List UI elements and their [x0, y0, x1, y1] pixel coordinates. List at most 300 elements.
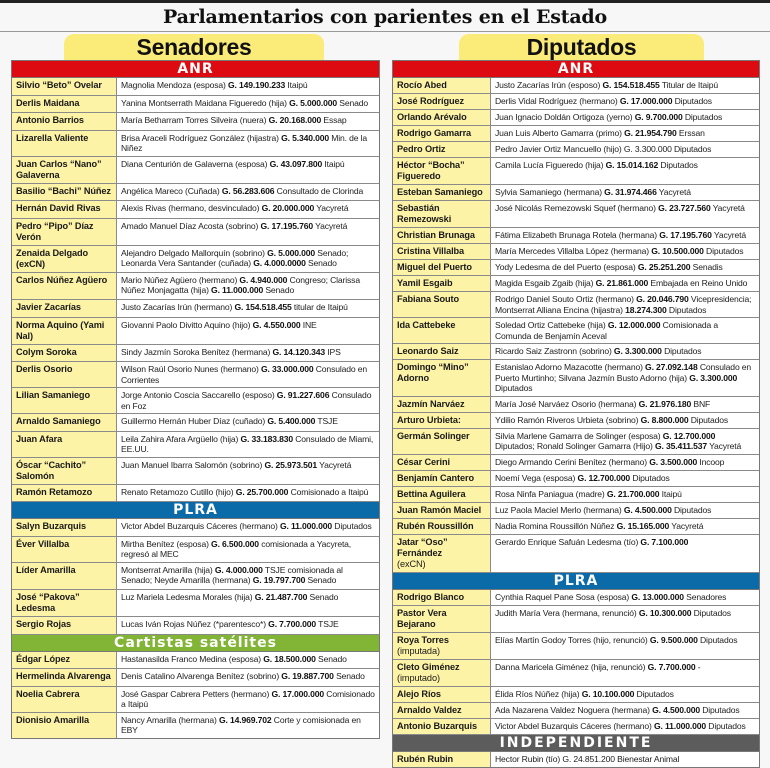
relative-name: Giovanni Paolo Divitto Aquino (hijo) [121, 319, 251, 330]
table-row [393, 455, 759, 471]
relative-detail [491, 752, 759, 768]
salary: G. 12.000.000 [607, 320, 661, 330]
relative-detail [117, 96, 379, 113]
legislator-name [393, 360, 491, 396]
relative-name: María Mercedes Villalba López (hermana) [495, 246, 650, 256]
relative-name: Renato Retamozo Cutillo (hijo) [121, 486, 234, 497]
relative-detail [491, 397, 759, 412]
relative-detail [117, 157, 379, 183]
relative-detail [491, 471, 759, 486]
salary: G. 5.400.000 [267, 416, 316, 427]
legislator-name-text: Juan Carlos “Nano” Galaverna [16, 158, 102, 180]
institution: Diputados [664, 346, 702, 356]
legislator-name-text: Pedro “Pipo” Díaz Verón [16, 220, 94, 242]
legislator-name [393, 606, 491, 632]
institution: Diputados [700, 634, 738, 645]
table-row [12, 318, 379, 345]
legislator-name [393, 142, 491, 157]
salary: G. 4.940.000 [239, 274, 288, 285]
legislator-name [393, 455, 491, 470]
legislator-name [12, 563, 117, 589]
institution-2: Senado [307, 575, 337, 586]
salary: G. 6.500.000 [211, 538, 259, 549]
legislator-name-text: César Cerini [397, 456, 450, 467]
relative-detail [491, 503, 759, 518]
relative-name: Hastanasilda Franco Medina (esposa) [121, 653, 261, 664]
relative-detail [491, 126, 759, 141]
relative-name: Guillermo Hernán Huber Díaz (cuñado) [121, 416, 266, 427]
table-row [12, 713, 379, 738]
relative-name: Sindy Jazmín Soroka Benítez (hermana) [121, 346, 271, 357]
salary: G. 17.195.760 [659, 230, 712, 240]
salary: G. 154.518.455 [234, 301, 292, 312]
legislator-name-text: Lizarella Valiente [16, 132, 89, 143]
salary: G. 10.500.000 [651, 246, 704, 256]
salary: G. 21.487.700 [254, 591, 308, 602]
legislator-name-text: Arnaldo Samaniego [16, 416, 101, 427]
relative-detail [491, 633, 759, 659]
relative-detail [491, 455, 759, 470]
salary: G. 5.000.000 [289, 97, 337, 108]
relative-name: Pedro Javier Ortiz Mancuello (hijo) [495, 144, 622, 154]
legislator-name [12, 458, 117, 484]
relative-name: Silvia Marlene Gamarra de Solinger (esposa) [495, 430, 661, 441]
relative-detail [491, 78, 759, 93]
legislator-name [393, 344, 491, 359]
table-row [12, 345, 379, 363]
table-row [12, 617, 379, 635]
institution: Itaipú [324, 158, 345, 169]
salary: G. 4.500.000 [623, 504, 672, 515]
relative-name: Angélica Mareco (Cuñada) [121, 185, 220, 196]
legislator-name-text: Arnaldo Valdez [397, 704, 462, 715]
legislator-name-text: Ramón Retamozo [16, 486, 93, 497]
legislator-name [12, 318, 117, 344]
salary: G. 10.300.000 [638, 607, 692, 618]
relative-detail [117, 669, 379, 686]
table-row [393, 413, 759, 429]
legislator-name [393, 276, 491, 291]
institution: Bienestar Animal [617, 753, 680, 764]
relative-detail [491, 344, 759, 359]
relative-name: María Betharram Torres Silveira (nuera) [121, 115, 267, 126]
legislator-name [393, 633, 491, 659]
salary: G. 19.887.700 [281, 671, 334, 682]
salary-2: G. 35.411.537 [654, 441, 707, 451]
salary-2: G. 19.797.700 [252, 575, 306, 586]
institution: Diputados [334, 521, 372, 532]
table-row [393, 158, 759, 185]
institution: titular de Itaipú [293, 301, 348, 312]
salary: G. 10.100.000 [581, 688, 635, 699]
relative-name: Cynthia Raquel Pane Sosa (esposa) [495, 591, 630, 602]
legislator-name [12, 652, 117, 669]
relative-detail [117, 713, 379, 738]
relative-detail [491, 228, 759, 243]
relative-detail [491, 185, 759, 200]
relative-detail [117, 590, 379, 616]
diputados-heading: Diputados [459, 34, 704, 60]
legislator-name [393, 158, 491, 184]
salary: G. 11.000.000 [653, 720, 707, 731]
table-row [12, 687, 379, 713]
institution: Corte y comisionada en EBY [121, 714, 361, 736]
table-row [12, 246, 379, 273]
legislator-name [393, 78, 491, 93]
relative-name: Rosa Ninfa Paniagua (madre) [495, 488, 605, 499]
table-row [393, 397, 759, 413]
institution: Erssan [678, 128, 705, 138]
table-row [393, 590, 759, 606]
table-row [393, 94, 759, 110]
relative-name: Juan Ignacio Doldán Ortigoza (yerno) [495, 112, 633, 122]
salary: G. 43.097.800 [269, 158, 323, 169]
legislator-name [393, 719, 491, 734]
salary: G. 21.976.180 [638, 398, 692, 409]
legislator-name [12, 617, 117, 634]
relative-detail [491, 429, 759, 454]
relative-name: Magnolia Mendoza (esposa) [121, 80, 226, 90]
relative-detail [117, 113, 379, 130]
legislator-name [12, 432, 117, 457]
relative-detail [117, 131, 379, 156]
table-row [393, 244, 759, 260]
legislator-name-text: Carlos Núñez Agüero [16, 274, 108, 285]
legislator-name-text: Yamil Esgaib [397, 278, 453, 288]
relative-name: Magida Esgaib Zgaib (hija) [495, 278, 594, 288]
salary: G. 15.165.000 [616, 520, 670, 531]
relative-name: Justo Zacarías Irún (hermano) [121, 301, 233, 312]
legislator-name [393, 471, 491, 486]
legislator-name [12, 362, 117, 387]
institution: Diputados [702, 704, 740, 715]
institution: Diputados [708, 720, 746, 731]
relative-detail [117, 519, 379, 536]
relative-name: María José Narváez Osorio (hermana) [495, 398, 637, 409]
party-band-sat: Cartistas satélites [12, 635, 379, 652]
relative-name: Wilson Raúl Osorio Nunes (hermano) [121, 364, 259, 375]
salary: G. 8.800.000 [640, 414, 689, 425]
legislator-name [393, 292, 491, 317]
legislator-name [12, 131, 117, 156]
salary: G. 25.700.000 [235, 486, 289, 497]
legislator-name-text: Miguel del Puerto [397, 262, 472, 272]
relative-detail [491, 487, 759, 502]
institution-2: Senado [265, 285, 295, 296]
institution-2: Diputados [495, 383, 533, 393]
legislator-name-text: Fabiana Souto [397, 294, 459, 304]
institution: Senado [309, 591, 339, 602]
table-row [12, 669, 379, 687]
legislator-name-text: Óscar “Cachito” Salomón [16, 459, 86, 481]
legislator-name [12, 273, 117, 299]
relative-name: Alexis Rivas (hermano, desvinculado) [121, 203, 260, 214]
legislator-name [12, 388, 117, 413]
legislator-note: (exCN) [397, 558, 426, 569]
salary: G. 20.046.790 [636, 294, 689, 304]
legislator-name-text: Salyn Buzarquis [16, 521, 86, 532]
institution: Consulado en Corrientes [121, 364, 367, 385]
relative-detail [117, 388, 379, 413]
legislator-name-text: Éver Villalba [16, 538, 70, 549]
legislator-name [393, 752, 491, 768]
diputados-table [392, 60, 760, 768]
legislator-name [12, 113, 117, 130]
relative-detail [491, 158, 759, 184]
salary: G. 91.227.606 [276, 390, 330, 401]
relative-detail [491, 590, 759, 605]
legislator-name [12, 345, 117, 362]
legislator-name-text: Derlis Osorio [16, 364, 73, 375]
table-row [393, 660, 759, 687]
legislator-name [12, 157, 117, 183]
party-band-plra: PLRA [12, 502, 379, 519]
table-row [12, 519, 379, 537]
table-row [393, 719, 759, 735]
table-row [12, 362, 379, 388]
institution: Consulado de Miami, EE.UU. [121, 433, 374, 455]
table-row [393, 752, 759, 768]
institution: Yacyretá [316, 203, 349, 214]
institution: Yacyretá [315, 220, 348, 231]
relative-detail [491, 318, 759, 343]
table-row [12, 485, 379, 503]
legislator-name-text: Líder Amarilla [16, 564, 76, 575]
salary: G. 9.500.000 [649, 634, 698, 645]
legislator-name [12, 687, 117, 712]
salary: G. 21.700.000 [606, 488, 660, 499]
legislator-name [393, 519, 491, 534]
legislator-name-text: Domingo “Mino” Adorno [397, 362, 469, 383]
legislator-name [393, 126, 491, 141]
relative-detail [491, 110, 759, 125]
legislator-name [393, 703, 491, 718]
legislator-name-text: Antonio Barrios [16, 115, 84, 126]
legislator-name-text: Colym Soroka [16, 346, 77, 357]
relative-name: Diana Centurión de Galaverna (esposa) [121, 158, 268, 169]
relative-name: Amado Manuel Díaz Acosta (sobrino) [121, 220, 259, 231]
relative-detail [491, 244, 759, 259]
relative-name: Leila Zahira Afara Argüello (hija) [121, 433, 239, 444]
table-row [393, 292, 759, 318]
relative-name: Montserrat Amarilla (hija) [121, 564, 213, 575]
legislator-name [12, 590, 117, 616]
senadores-heading: Senadores [64, 34, 324, 60]
institution: Senado [318, 653, 347, 664]
table-row [393, 318, 759, 344]
table-row [12, 590, 379, 617]
legislator-name-text: Hermelinda Alvarenga [16, 671, 111, 682]
institution: TSJE [317, 416, 338, 427]
institution: Yacyretá [712, 203, 745, 213]
institution: Essap [323, 115, 347, 126]
table-row [12, 78, 379, 96]
legislator-name-text: Derlis Maidana [16, 97, 80, 108]
table-row [12, 414, 379, 432]
table-row [393, 535, 759, 573]
institution: Comisionado a Itaipú [121, 688, 375, 710]
table-row [393, 687, 759, 703]
salary: G. 33.000.000 [260, 364, 314, 375]
table-row [393, 703, 759, 719]
relative-name: Lucas Iván Rojas Núñez (*parentesco*) [121, 618, 266, 629]
institution: IPS [327, 346, 341, 357]
table-row [12, 184, 379, 202]
legislator-name-text: José “Pakova” Ledesma [16, 591, 80, 613]
institution: Diputados; Ronald Solinger Gamarra (Hijo) [495, 441, 653, 451]
legislator-name-text: Lilian Samaniego [16, 390, 90, 401]
institution: Diputados [636, 688, 674, 699]
salary: G. 9.700.000 [634, 112, 683, 122]
table-row [393, 344, 759, 360]
relative-name: Élida Ríos Núñez (hija) [495, 688, 580, 699]
relative-detail [491, 142, 759, 157]
table-row [12, 96, 379, 114]
salary: G. 14.969.702 [219, 714, 272, 725]
relative-detail [491, 687, 759, 702]
salary: G. 12.700.000 [662, 430, 716, 441]
salary: G. 149.190.233 [227, 80, 286, 90]
institution: Senado [339, 97, 368, 108]
legislator-name-text: Javier Zacarías [16, 301, 81, 312]
relative-detail [117, 414, 379, 431]
legislator-name-text: Sebastián Remezowski [397, 203, 452, 224]
relative-detail [117, 537, 379, 562]
relative-name: Nancy Amarilla (hermana) [121, 714, 217, 725]
salary: G. 23.727.560 [658, 203, 711, 213]
relative-detail [491, 94, 759, 109]
institution: Congreso; Clarissa Núñez Monjagatta (hija) [121, 274, 360, 296]
institution: Embajada en Reino Unido [650, 278, 748, 288]
senadores-table [11, 60, 380, 739]
institution: Diputados [684, 112, 723, 122]
relative-detail [117, 78, 379, 95]
relative-name: Brisa Araceli Rodríguez González (hijastra) [121, 132, 279, 143]
relative-name: Denis Catalino Alvarenga Benítez (sobrino) [121, 671, 280, 682]
legislator-name-text: Pastor Vera Bejarano [397, 607, 447, 629]
relative-name: Mirtha Benítez (esposa) [121, 538, 209, 549]
party-band-anr: ANR [393, 61, 759, 78]
legislator-name-text: Noelia Cabrera [16, 688, 80, 699]
table-row [393, 126, 759, 142]
salary: G. 3.300.000 [613, 346, 662, 356]
legislator-name-text: Juan Ramón Maciel [397, 504, 482, 515]
legislator-name [393, 503, 491, 518]
relative-detail [117, 219, 379, 245]
table-row [12, 273, 379, 300]
legislator-name-text: José Rodríguez [397, 96, 465, 106]
table-row [393, 276, 759, 292]
legislator-name-text: Silvio “Beto” Ovelar [16, 80, 102, 90]
table-row [393, 487, 759, 503]
relative-detail [491, 535, 759, 572]
salary: G. 5.340.000 [281, 132, 330, 143]
relative-detail [117, 201, 379, 218]
salary: G. 27.092.148 [645, 362, 698, 372]
table-row [12, 113, 379, 131]
relative-detail [491, 276, 759, 291]
table-row [393, 228, 759, 244]
institution: Yacyretá [713, 230, 746, 240]
legislator-name-text: Édgar López [16, 653, 71, 664]
legislator-name-text: Pedro Ortiz [397, 144, 446, 154]
legislator-name [393, 660, 491, 686]
relative-detail [491, 413, 759, 428]
relative-detail [117, 458, 379, 484]
legislator-name-text: Dionisio Amarilla [16, 714, 90, 725]
table-row [12, 157, 379, 184]
salary-2: G. 4.000.0000 [253, 258, 306, 269]
relative-name: Juan Manuel Ibarra Salomón (sobrino) [121, 459, 263, 470]
legislator-name-text: Jatar “Oso” Fernández [397, 536, 448, 558]
relative-name: Luz Mariela Ledesma Morales (hija) [121, 591, 253, 602]
relative-detail [491, 292, 759, 317]
legislator-name [12, 669, 117, 686]
institution: BNF [693, 398, 711, 409]
legislator-name-text: Sergio Rojas [16, 618, 71, 629]
table-row [12, 537, 379, 563]
legislator-name [393, 244, 491, 259]
table-row [12, 563, 379, 590]
institution: Diputados [660, 160, 698, 170]
table-row [393, 633, 759, 660]
institution: Yacyretá [671, 520, 704, 531]
salary: G. 14.120.343 [272, 346, 325, 357]
legislator-name [393, 185, 491, 200]
legislator-name-text: Jazmín Narváez [397, 398, 465, 409]
salary-2: 18.274.300 [625, 304, 667, 315]
salary: G. 4.000.000 [214, 564, 263, 575]
salary-2: G. 3.300.000 [689, 372, 738, 383]
legislator-name-text: Norma Aquino (Yami Nal) [16, 319, 105, 341]
legislator-name [393, 260, 491, 275]
relative-name: Nadia Romina Roussillón Núñez [495, 520, 615, 531]
relative-name: Ada Nazarena Valdez Noguera (hermana) [495, 704, 650, 715]
salary: G. 33.183.830 [240, 433, 293, 444]
relative-detail [117, 300, 379, 317]
relative-name: Noemí Vega (esposa) [495, 472, 576, 483]
salary: G. 17.000.000 [271, 688, 325, 699]
legislator-name-text: Bettina Aguilera [397, 488, 466, 499]
institution: Senadores [686, 591, 727, 602]
legislator-name-text: Cristina Villalba [397, 246, 465, 256]
institution: Diputados [690, 414, 729, 425]
institution: Titular de Itaipú [661, 80, 719, 90]
relative-name: Mario Núñez Agüero (hermano) [121, 274, 238, 285]
legislator-note: (imputado) [397, 672, 440, 683]
relative-name: Hector Rubin (tío) [495, 753, 561, 764]
institution-2: Yacyretá [709, 441, 742, 451]
legislator-name [12, 713, 117, 738]
legislator-name [393, 535, 491, 572]
institution-2: Diputados [668, 304, 707, 315]
relative-name: Luz Paola Maciel Merlo (hermana) [495, 504, 622, 515]
legislator-name [12, 537, 117, 562]
table-row [393, 519, 759, 535]
salary: G. 17.195.760 [260, 220, 314, 231]
institution: Yacyretá [658, 187, 691, 197]
legislator-name-text: Rodrigo Blanco [397, 591, 464, 602]
legislator-name-text: Antonio Buzarquis [397, 720, 477, 731]
relative-name: Jorge Antonio Coscia Saccarello (esposo) [121, 390, 275, 401]
salary: G. 3.300.000 [623, 144, 672, 154]
institution: Yacyretá [319, 459, 352, 470]
relative-name: Rodrigo Daniel Souto Ortiz (hermano) [495, 294, 634, 304]
relative-name: José Nicolás Remezowski Squef (hermano) [495, 203, 656, 213]
relative-detail [117, 687, 379, 712]
legislator-name-text: Rodrigo Gamarra [397, 128, 472, 138]
table-row [393, 471, 759, 487]
